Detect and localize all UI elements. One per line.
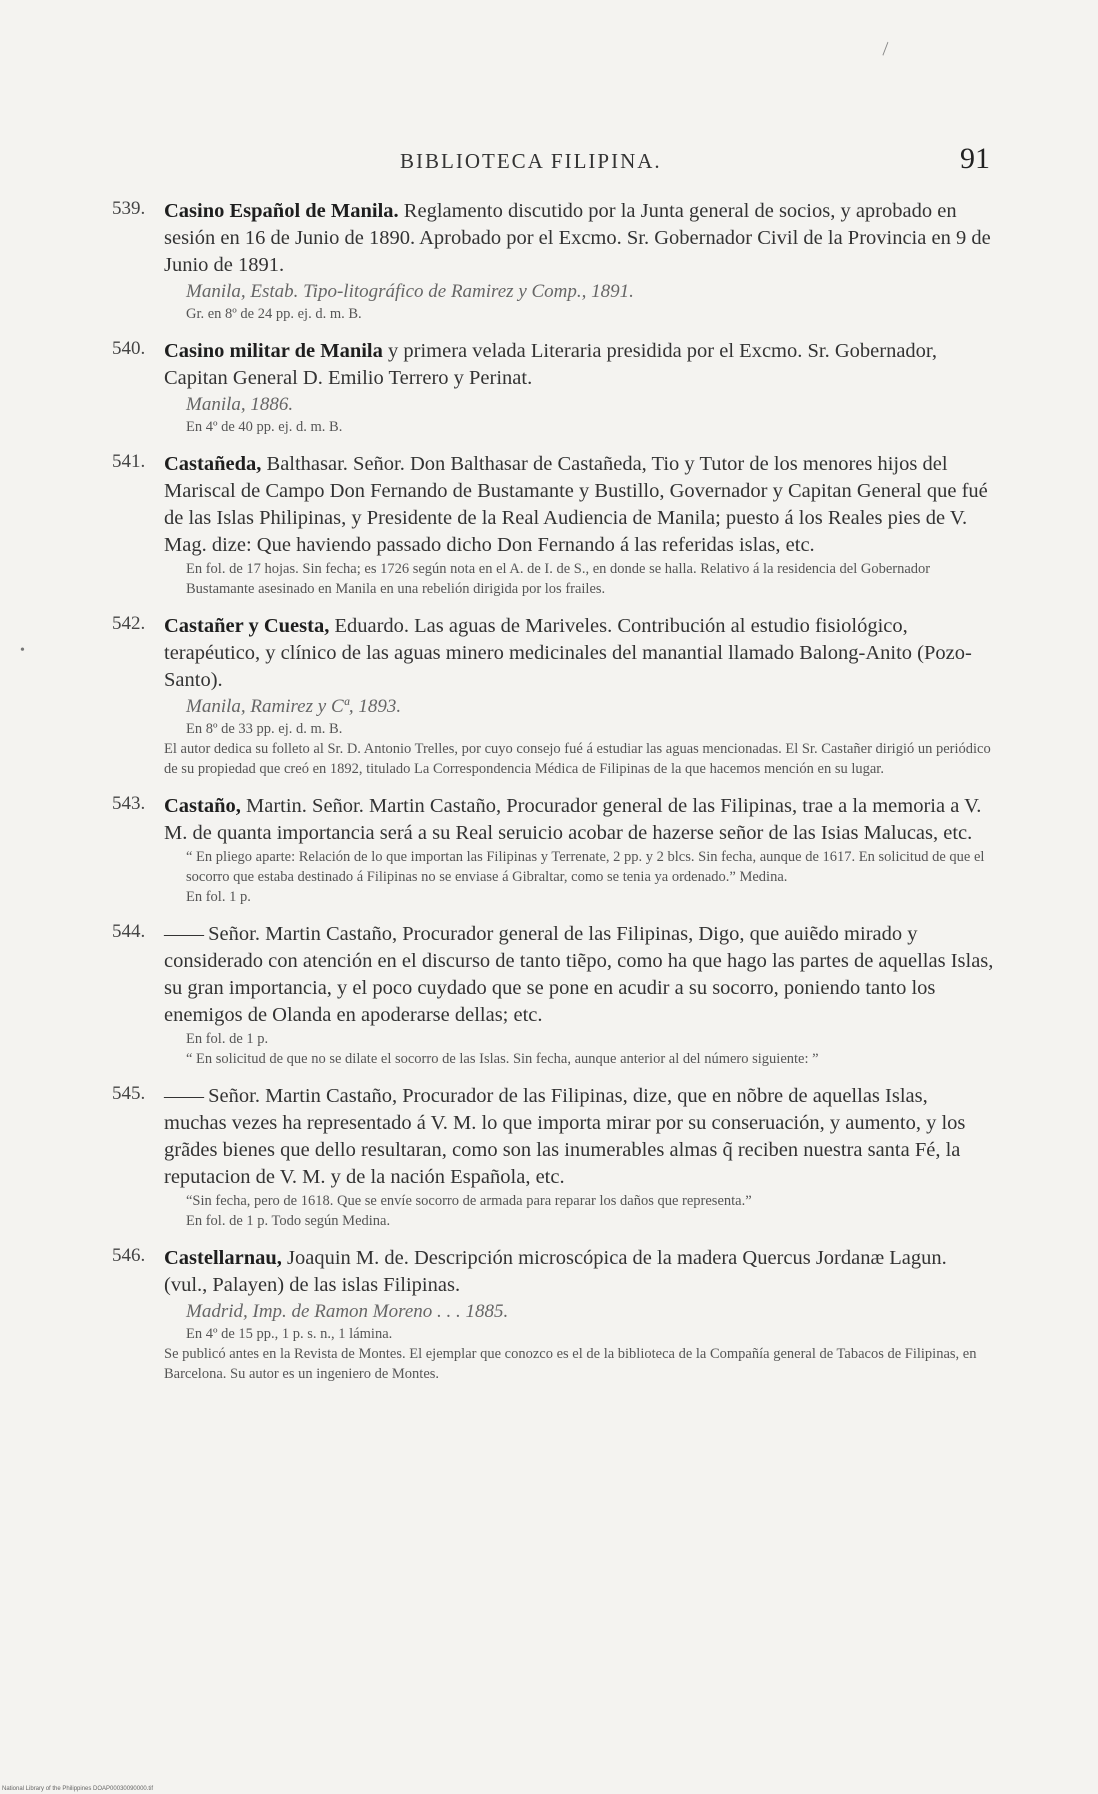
entry-number: 542. — [112, 613, 146, 634]
page-header — [400, 142, 990, 182]
entry-note: En fol. 1 p. — [186, 889, 251, 905]
entry-540 — [112, 338, 994, 437]
entry-title: Castañer y Cuesta, — [164, 615, 330, 637]
margin-dot: • — [20, 643, 25, 658]
entry-number: 541. — [112, 451, 146, 472]
entry-number: 545. — [112, 1083, 146, 1104]
margin-mark: \ — [875, 38, 895, 60]
entry-dash: —— — [164, 1085, 203, 1107]
entry-imprint: Madrid, Imp. de Ramon Moreno . . . 1885. — [186, 1301, 509, 1322]
entry-note: Se publicó antes en la Revista de Montes. El ejemplar que conozco es el de la biblioteca de la Compañía general de Tabacos de Filipinas, en Barcelona. Su autor es un ingeniero de Montes. — [164, 1346, 977, 1382]
entry-description: Eduardo. Las aguas de Mariveles. Contribución al estudio fisiológico, terapéutico, y clínico de las aguas minero medicinales del manantial llamado Balong-Anito (Pozo-Santo). — [164, 615, 972, 691]
entry-542 — [112, 613, 994, 779]
entry-number: 544. — [112, 921, 146, 942]
scan-footer: National Library of the Philippines DOAP00030090000.tif — [2, 1786, 154, 1792]
entry-note: En 4º de 40 pp. ej. d. m. B. — [186, 419, 343, 435]
bibliography-entries — [112, 198, 994, 1398]
entry-description: Reglamento discutido por la Junta general de socios, y aprobado en sesión en 16 de Junio de 1890. Aprobado por el Excmo. Sr. Gobernador Civil de la Provincia en 9 de Junio de 1891. — [164, 200, 991, 276]
entry-description: Martin. Señor. Martin Castaño, Procurador general de las Filipinas, trae a la memoria a V. M. de quanta importancia será a su Real seruicio acobar de hazerse señor de las Isias Malucas, etc. — [164, 795, 982, 844]
page-number: 91 — [960, 142, 990, 175]
entry-description: y primera velada Literaria presidida por el Excmo. Sr. Gobernador, Capitan General D. Emilio Terrero y Perinat. — [164, 340, 938, 389]
entry-text — [164, 1083, 994, 1191]
entry-description: Joaquin M. de. Descripción microscópica de la madera Quercus Jordanæ Lagun. (vul., Palayen) de las islas Filipinas. — [164, 1247, 947, 1296]
entry-text — [164, 451, 994, 559]
entry-title: Casino Español de Manila. — [164, 200, 399, 222]
entry-541 — [112, 451, 994, 599]
entry-546 — [112, 1245, 994, 1384]
entry-note: Gr. en 8º de 24 pp. ej. d. m. B. — [186, 306, 362, 322]
entry-title: Casino militar de Manila — [164, 340, 383, 362]
entry-text — [164, 1245, 994, 1299]
entry-number: 540. — [112, 338, 146, 359]
entry-note: “ En solicitud de que no se dilate el socorro de las Islas. Sin fecha, aunque anterior al del número siguiente: ” — [186, 1051, 819, 1067]
entry-title: Castaño, — [164, 795, 241, 817]
entry-545 — [112, 1083, 994, 1231]
entry-note: El autor dedica su folleto al Sr. D. Antonio Trelles, por cuyo consejo fué á estudiar las aguas mencionadas. El Sr. Castañer dirigió un periódico de su propiedad que creó en 1892, titulado La Correspondencia Médica de Filipinas de la que hacemos mención en su lugar. — [164, 741, 991, 777]
entry-text — [164, 338, 994, 392]
entry-539 — [112, 198, 994, 324]
entry-543 — [112, 793, 994, 907]
entry-note: “ En pliego aparte: Relación de lo que importan las Filipinas y Terrenate, 2 pp. y 2 blcs. Sin fecha, aunque de 1617. En solicitud de que el socorro que estaba destinado á Filipinas no se enviase á Gibraltar, como se tenia ya ordenado.” Medina. — [186, 849, 985, 885]
entry-description: Señor. Martin Castaño, Procurador general de las Filipinas, Digo, que auiẽdo mirado y considerado con atención en el discurso de tanto tiẽpo, como ha que hago las partes de aquellas Islas, su gran importancia, y el poco cuydado que se pone en acudir a su socorro, poniendo tanto los enemigos de Olanda en apoderarse dellas; etc. — [164, 923, 994, 1026]
entry-note: En fol. de 1 p. — [186, 1031, 269, 1047]
running-head: BIBLIOTECA FILIPINA. — [400, 149, 662, 173]
entry-imprint: Manila, 1886. — [186, 394, 294, 415]
entry-text — [164, 613, 994, 694]
entry-imprint: Manila, Estab. Tipo-litográfico de Ramirez y Comp., 1891. — [186, 281, 634, 302]
entry-note: En fol. de 1 p. Todo según Medina. — [186, 1213, 391, 1229]
entry-note: En 8º de 33 pp. ej. d. m. B. — [186, 721, 343, 737]
entry-number: 543. — [112, 793, 146, 814]
entry-title: Castellarnau, — [164, 1247, 282, 1269]
entry-text — [164, 793, 994, 847]
entry-text — [164, 921, 994, 1029]
entry-dash: —— — [164, 923, 203, 945]
entry-number: 546. — [112, 1245, 146, 1266]
entry-number: 539. — [112, 198, 146, 219]
entry-note: En 4º de 15 pp., 1 p. s. n., 1 lámina. — [186, 1326, 393, 1342]
entry-note: En fol. de 17 hojas. Sin fecha; es 1726 según nota en el A. de I. de S., en donde se halla. Relativo á la residencia del Gobernador Bustamante asesinado en Manila en una rebelión dirigida por los frailes. — [186, 561, 931, 597]
entry-description: Balthasar. Señor. Don Balthasar de Castañeda, Tio y Tutor de los menores hijos del Mariscal de Campo Don Fernando de Bustamante y Bustillo, Governador y Capitan General que fué de las Islas Philipinas, y Presidente de la Real Audiencia de Manila; puesto á los Reales pies de V. Mag. dize: Que haviendo passado dicho Don Fernando á las referidas islas, etc. — [164, 453, 988, 556]
entry-544 — [112, 921, 994, 1069]
entry-note: “Sin fecha, pero de 1618. Que se envíe socorro de armada para reparar los daños que representa.” — [186, 1193, 752, 1209]
entry-description: Señor. Martin Castaño, Procurador de las Filipinas, dize, que en nõbre de aquellas Islas, muchas vezes ha representado á V. M. lo que importa mirar por su conseruación, y aumento, y los grãdes bienes que dello resultaran, como son las inumerables almas q̃ reciben nuestra santa Fé, la reputacion de V. M. y de la nación Española, etc. — [164, 1085, 966, 1188]
entry-title: Castañeda, — [164, 453, 262, 475]
entry-text — [164, 198, 994, 279]
entry-imprint: Manila, Ramirez y Cª, 1893. — [186, 696, 402, 717]
